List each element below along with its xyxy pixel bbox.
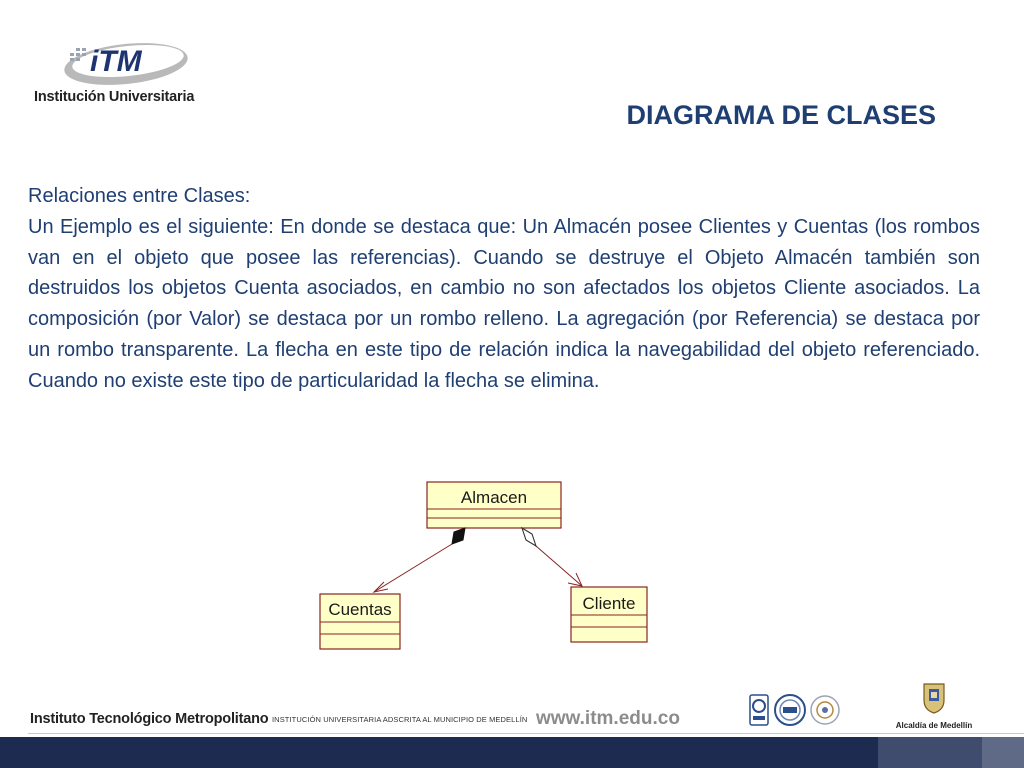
slide-title: DIAGRAMA DE CLASES: [626, 100, 936, 130]
class-almacen: [427, 482, 561, 528]
alcaldia-logo: [884, 680, 984, 730]
quality-seal-icon: [811, 696, 839, 724]
footer-institution-tagline: INSTITUCIÓN UNIVERSITARIA ADSCRITA AL MUNICIPIO DE MEDELLÍN: [272, 715, 528, 724]
slide-content: [28, 181, 980, 397]
icontec-certification-icon: [750, 695, 768, 725]
class-cuentas-name: Cuentas: [328, 600, 392, 619]
itm-logo-icon: [56, 38, 196, 88]
composition-relation: [374, 528, 465, 592]
class-cuentas: [320, 594, 400, 649]
certification-logos: [748, 692, 848, 728]
class-almacen-name: Almacen: [460, 488, 528, 507]
footer-bar-accent: [878, 737, 982, 768]
footer-website-link[interactable]: www.itm.edu.co: [536, 708, 680, 729]
footer-bar-end: [982, 737, 1024, 768]
body-paragraph: Un Ejemplo es el siguiente: En donde se destaca que: Un Almacén posee Clientes y Cuentas (los rombos van en el objeto que posee las referencias). Cuando se destruye el Objeto Almacén también son destruidos los objetos Cuenta asociados, en cambio no son afectados los objetos Cliente asociados. La composición (por Valor) se destaca por un rombo relleno. La agregación (por Referencia) se destaca por un rombo transparente. La flecha en este tipo de relación indica la navegabilidad del objeto referenciado. Cuando no existe este tipo de particularidad la flecha se elimina.: [28, 215, 980, 392]
arrowhead-icon: [374, 582, 388, 592]
hollow-diamond-icon: [522, 528, 536, 546]
itm-logo: [28, 38, 198, 118]
filled-diamond-icon: [452, 528, 465, 544]
class-cliente-name: Cliente: [582, 594, 636, 613]
footer-bar: [0, 737, 878, 768]
section-subtitle: Relaciones entre Clases:: [28, 185, 251, 207]
class-cliente: [571, 587, 647, 642]
class-diagram: [300, 470, 660, 655]
aggregation-relation: [522, 528, 582, 586]
logo-subtitle: Institución Universitaria: [34, 89, 195, 105]
footer-divider: [28, 733, 1024, 734]
coat-of-arms-icon: [921, 680, 947, 714]
footer-institution-name: Instituto Tecnológico Metropolitano: [30, 711, 269, 727]
iqnet-certification-icon: [775, 695, 805, 725]
alcaldia-label: Alcaldía de Medellín: [895, 721, 973, 730]
svg-text:iTM: iTM: [90, 45, 142, 78]
